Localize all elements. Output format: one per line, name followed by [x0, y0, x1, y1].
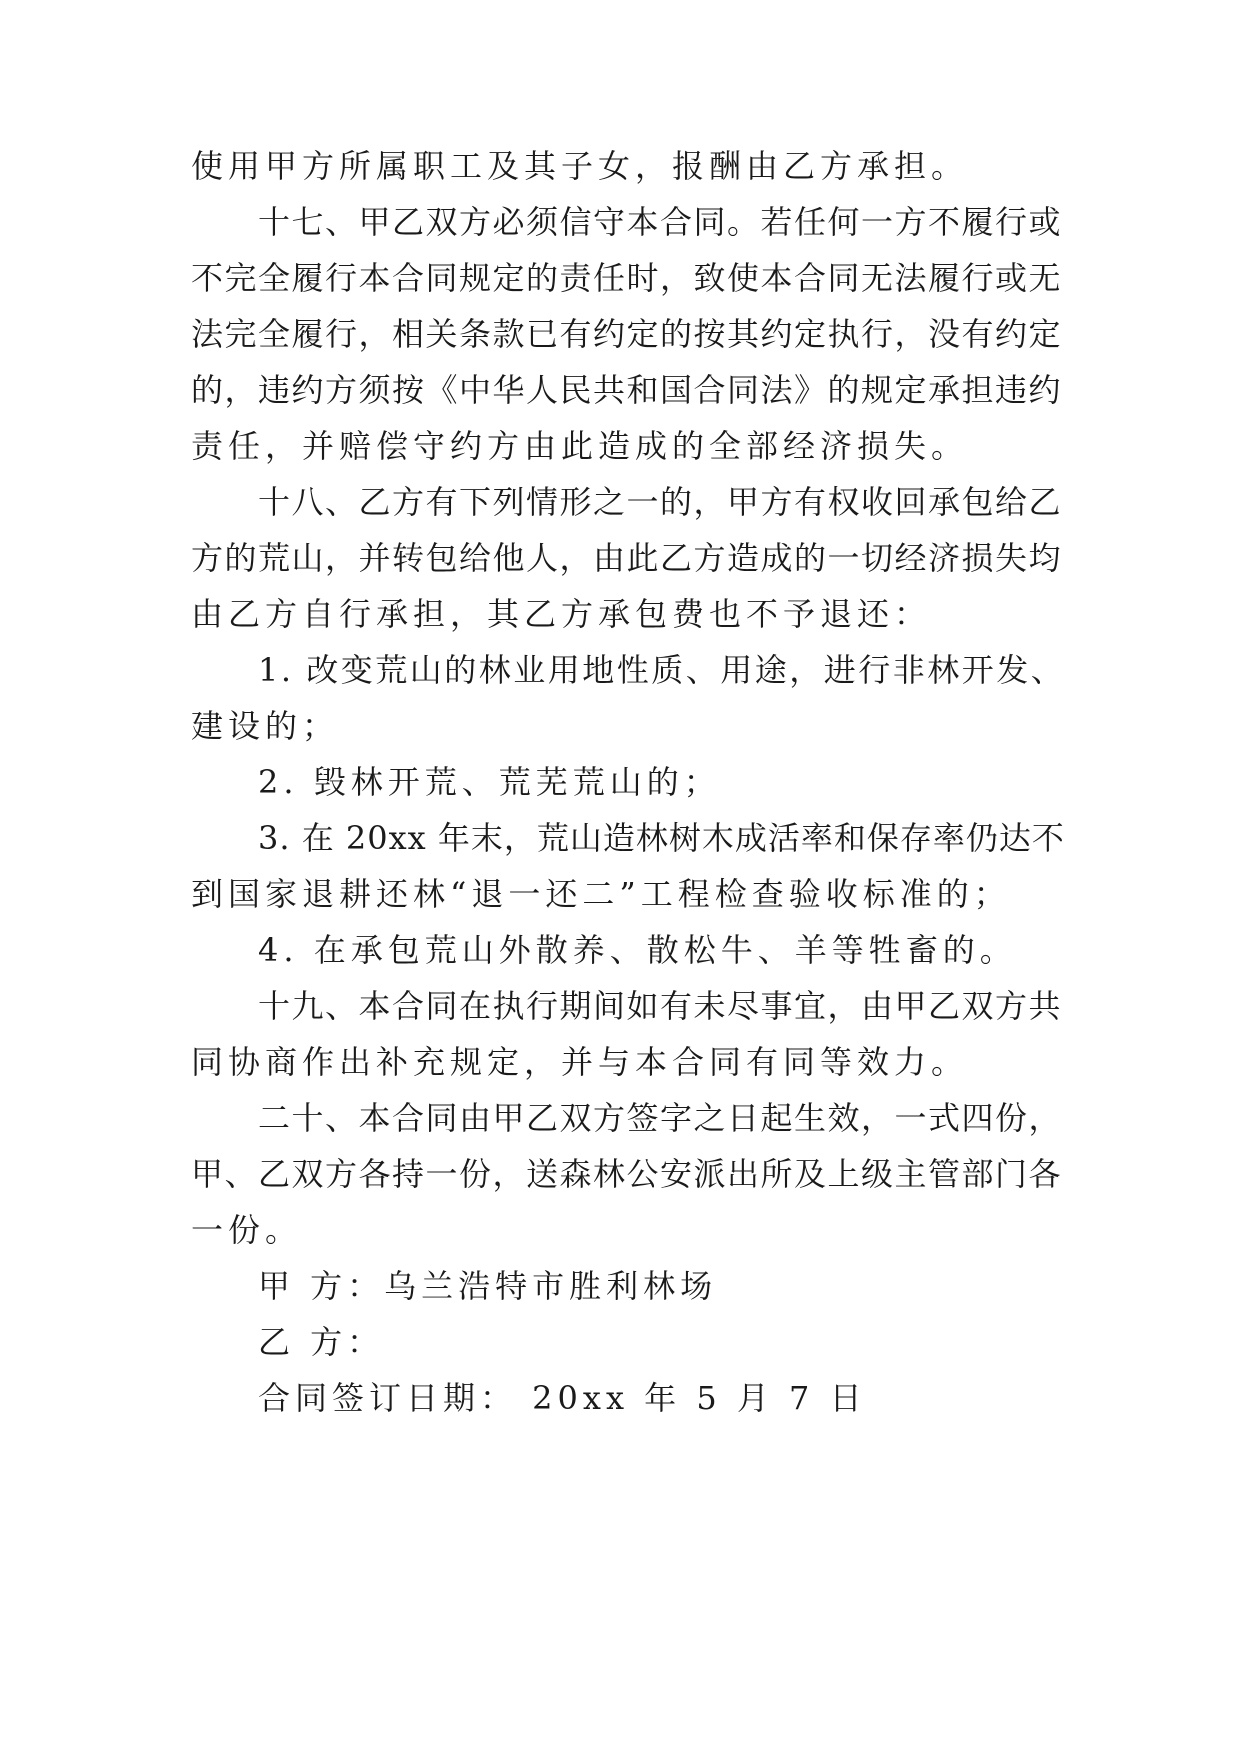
text-line: 责任，并赔偿守约方由此造成的全部经济损失。 [191, 427, 969, 465]
text-line: 3. 在 20xx 年末，荒山造林树木成活率和保存率仍达不 [258, 819, 1065, 857]
signing-date-line: 合同签订日期： 20xx 年 5 月 7 日 [258, 1379, 867, 1417]
text-line: 甲、乙双方各持一份，送森林公安派出所及上级主管部门各 [191, 1155, 1063, 1193]
text-line: 1. 改变荒山的林业用地性质、用途，进行非林开发、 [258, 651, 1066, 689]
text-line: 一份。 [191, 1211, 303, 1249]
text-line: 同协商作出补充规定，并与本合同有同等效力。 [191, 1043, 969, 1081]
text-line: 2. 毁林开荒、荒芜荒山的； [258, 763, 721, 801]
text-line: 十八、乙方有下列情形之一的，甲方有权收回承包给乙 [258, 483, 1063, 521]
text-line: 法完全履行，相关条款已有约定的按其约定执行，没有约定 [191, 315, 1063, 353]
text-line: 4. 在承包荒山外散养、散松牛、羊等牲畜的。 [258, 931, 1017, 969]
text-line: 二十、本合同由甲乙双方签字之日起生效，一式四份， [258, 1099, 1063, 1137]
text-line: 由乙方自行承担，其乙方承包费也不予退还： [191, 595, 932, 633]
text-line: 使用甲方所属职工及其子女，报酬由乙方承担。 [191, 147, 969, 185]
text-line: 不完全履行本合同规定的责任时，致使本合同无法履行或无 [191, 259, 1063, 297]
text-line: 的，违约方须按《中华人民共和国合同法》的规定承担违约 [191, 371, 1063, 409]
party-b-line: 乙 方： [258, 1323, 385, 1361]
party-a-line: 甲 方：乌兰浩特市胜利林场 [258, 1267, 718, 1305]
text-line: 十七、甲乙双方必须信守本合同。若任何一方不履行或 [258, 203, 1063, 241]
text-line: 方的荒山，并转包给他人，由此乙方造成的一切经济损失均 [191, 539, 1063, 577]
text-line: 建设的； [191, 707, 340, 745]
text-line: 十九、本合同在执行期间如有未尽事宜，由甲乙双方共 [258, 987, 1063, 1025]
text-line: 到国家退耕还林“退一还二”工程检查验收标准的； [191, 875, 1011, 913]
